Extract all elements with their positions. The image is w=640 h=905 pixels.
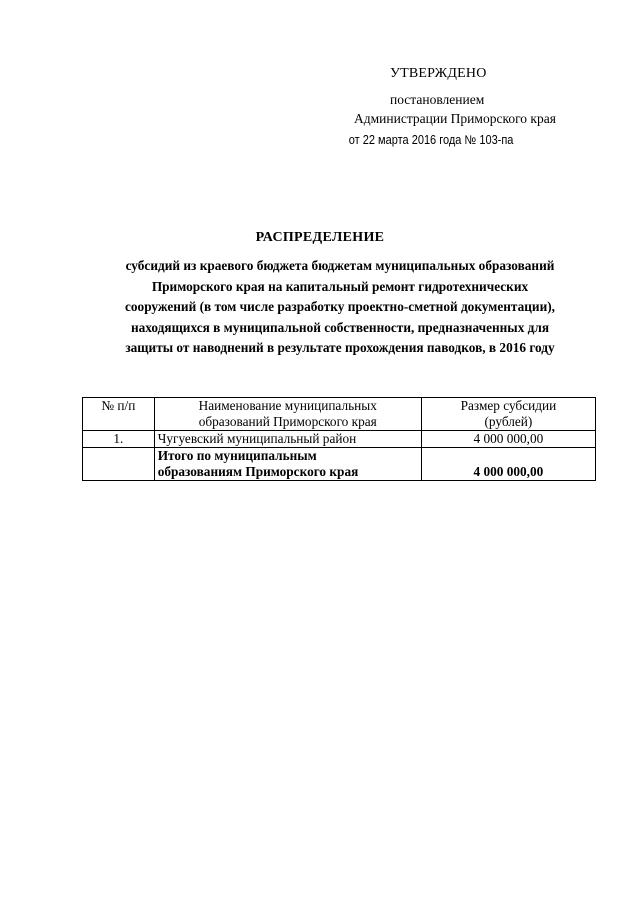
header-amount-line: Размер субсидии — [460, 398, 557, 413]
table-row — [83, 431, 596, 448]
table-total-row — [83, 448, 596, 481]
header-name — [154, 398, 421, 431]
subtitle-line: субсидий из краевого бюджета бюджетам муниципальных образований — [125, 258, 555, 273]
header-amount-line: (рублей) — [484, 414, 533, 429]
table-header-row — [83, 398, 596, 431]
approved-heading: УТВЕРЖДЕНО — [390, 66, 487, 81]
row-amount: 4 000 000,00 — [421, 431, 595, 448]
subtitle-line: Приморского края на капитальный ремонт гидротехнических — [151, 278, 529, 294]
total-amount: 4 000 000,00 — [421, 448, 595, 481]
subsidy-table — [82, 397, 596, 481]
subtitle-line: защиты от наводнений в результате прохождения паводков, в 2016 году — [125, 340, 555, 355]
header-num — [83, 398, 155, 431]
row-municipality: Чугуевский муниципальный район — [154, 431, 421, 448]
resolution-date: от 22 марта 2016 года № 103-па — [348, 133, 514, 147]
total-num-empty — [83, 448, 155, 481]
total-label-line: образованиям Приморского края — [157, 464, 359, 479]
subtitle-line: находящихся в муниципальной собственности, предназначенных для — [130, 319, 550, 335]
header-name-line: Наименование муниципальных — [198, 398, 377, 413]
header-amount — [421, 398, 595, 431]
subtitle-line: сооружений (в том числе разработку проектно-сметной документации), — [125, 299, 555, 314]
administration-name: Администрации Приморского края — [354, 111, 556, 126]
row-num: 1. — [83, 431, 155, 448]
document-title: РАСПРЕДЕЛЕНИЕ — [255, 230, 385, 245]
document-subtitle — [80, 256, 600, 359]
header-name-line: образований Приморского края — [198, 414, 377, 429]
approval-stamp — [340, 64, 590, 150]
total-label — [154, 448, 421, 481]
header-num-label: № п/п — [101, 398, 136, 413]
total-label-line: Итого по муниципальным — [157, 448, 317, 463]
resolution-label: постановлением — [390, 92, 485, 107]
